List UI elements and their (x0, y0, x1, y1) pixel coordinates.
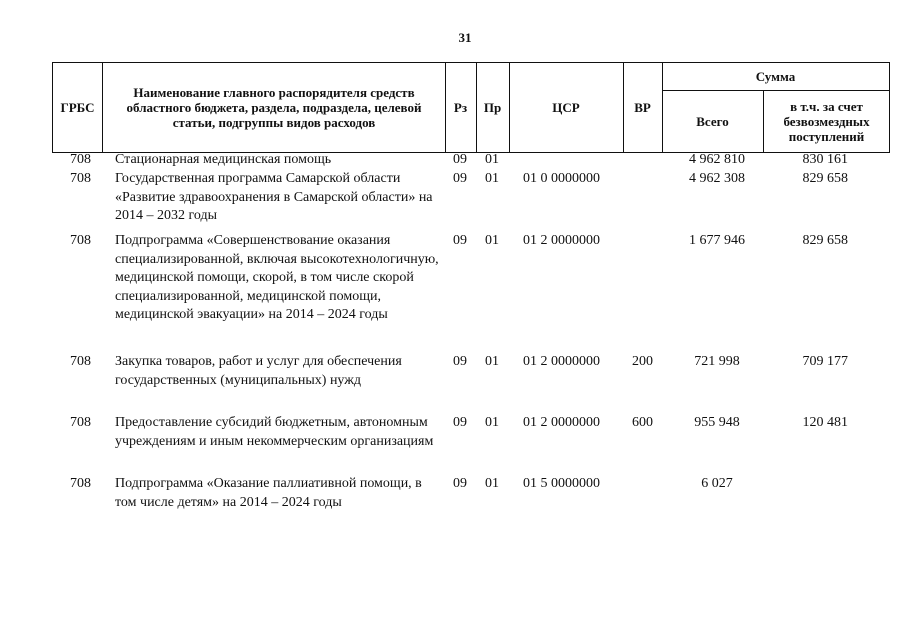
cell-free: 829 658 (802, 171, 848, 186)
cell-csr: 01 2 0000000 (523, 354, 600, 369)
cell-grbs: 708 (70, 415, 91, 430)
cell-rz: 09 (453, 476, 467, 491)
cell-grbs: 708 (70, 476, 91, 491)
cell-name: Подпрограмма «Совершенствование оказания специализированной, включая высокотехнологичную, медицинской помощи, скорой, в том числе скорой специализированной, медицинской помощи, медицинской эвакуации» на 2014 – 2024 годы (115, 233, 439, 322)
cell-total: 955 948 (694, 415, 740, 430)
cell-csr: 01 2 0000000 (523, 415, 600, 430)
cell-grbs: 708 (70, 354, 91, 369)
cell-csr: 01 0 0000000 (523, 171, 600, 186)
header-rz: Рз (453, 100, 468, 115)
cell-name: Предоставление субсидий бюджетным, автономным учреждениям и иным некоммерческим организациям (115, 415, 434, 449)
cell-name: Подпрограмма «Оказание паллиативной помощи, в том числе детям» на 2014 – 2024 годы (115, 476, 422, 510)
cell-rz: 09 (453, 354, 467, 369)
cell-pr: 01 (485, 233, 499, 248)
cell-vr: 200 (632, 354, 653, 369)
cell-total: 6 027 (701, 476, 733, 491)
header-vr: ВР (634, 100, 651, 115)
cell-grbs: 708 (70, 233, 91, 248)
table-header (52, 62, 890, 153)
cell-total: 4 962 308 (689, 171, 745, 186)
cell-pr: 01 (485, 171, 499, 186)
cell-rz: 09 (453, 233, 467, 248)
cell-total: 1 677 946 (689, 233, 745, 248)
cell-free: 830 161 (802, 152, 848, 167)
cell-pr: 01 (485, 354, 499, 369)
cell-free: 120 481 (802, 415, 848, 430)
cell-csr: 01 2 0000000 (523, 233, 600, 248)
cell-total: 721 998 (694, 354, 740, 369)
header-total: Всего (696, 114, 729, 129)
cell-total: 4 962 810 (689, 152, 745, 167)
cell-name: Стационарная медицинская помощь (115, 152, 332, 167)
page-number: 31 (458, 30, 472, 45)
header-pr: Пр (483, 100, 502, 115)
cell-pr: 01 (485, 415, 499, 430)
header-name: Наименование главного распорядителя средств областного бюджета, раздела, подраздела, целевой статьи, подгруппы видов расходов (126, 85, 422, 130)
header-grbs: ГРБС (60, 100, 95, 115)
cell-name: Государственная программа Самарской области «Развитие здравоохранения в Самарской области» на 2014 – 2032 годы (115, 171, 433, 223)
cell-csr: 01 5 0000000 (523, 476, 600, 491)
cell-name: Закупка товаров, работ и услуг для обеспечения государственных (муниципальных) нужд (115, 354, 402, 388)
header-csr: ЦСР (552, 100, 580, 115)
cell-free: 709 177 (802, 354, 848, 369)
cell-rz: 09 (453, 171, 467, 186)
cell-pr: 01 (485, 476, 499, 491)
cell-rz: 09 (453, 152, 467, 167)
cell-pr: 01 (485, 152, 499, 167)
cell-grbs: 708 (70, 171, 91, 186)
header-free: в т.ч. за счет безвозмездных поступлений (783, 99, 870, 144)
cell-rz: 09 (453, 415, 467, 430)
header-sum: Сумма (755, 69, 796, 84)
cell-grbs: 708 (70, 152, 91, 167)
cell-vr: 600 (632, 415, 653, 430)
cell-free: 829 658 (802, 233, 848, 248)
